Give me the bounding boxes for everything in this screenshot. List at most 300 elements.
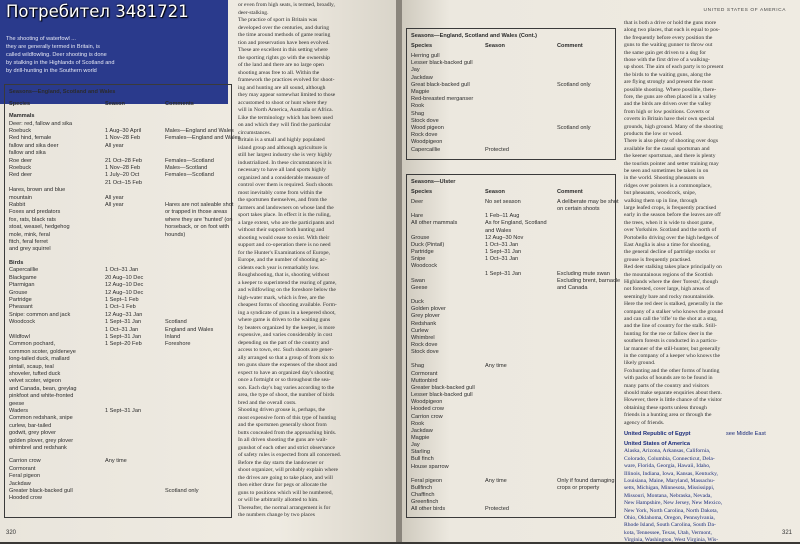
- body-line: in the world. Shooting pheasants on: [624, 175, 705, 182]
- table-cell: All other mammals: [411, 220, 458, 227]
- body-line: of the land and there are no large open: [238, 62, 324, 68]
- table-cell: Any time: [485, 363, 507, 370]
- table-title: Seasons—England, Scotland and Wales: [9, 89, 116, 95]
- table-cell: Only if found damaging: [557, 477, 615, 484]
- table-cell: Snipe: [411, 256, 426, 263]
- table-cell: Jackdaw: [411, 427, 433, 434]
- body-line: over Yorkshire. Scotland and the north of: [624, 227, 717, 234]
- body-line: without their support both hunting and: [238, 227, 325, 233]
- table-cell: Foxes and predators: [9, 209, 61, 216]
- table-cell: 21 Oct–28 Feb: [105, 157, 143, 164]
- body-line: the mountainous regions of the Scottish: [624, 271, 713, 278]
- body-line: not forested, cover large, high areas of: [624, 286, 710, 293]
- table-cell: Waders: [9, 408, 29, 414]
- table-cell: 12 Aug–30 Nov: [485, 234, 524, 241]
- table-cell: hounds): [165, 231, 186, 238]
- table-cell: Females—Scotland: [165, 157, 214, 164]
- body-line: the sportsmen themselves, and from the: [238, 197, 327, 203]
- table-cell: All year: [105, 194, 124, 201]
- table-cell: Whimbrel: [411, 334, 435, 341]
- table-cell: Inland: [165, 334, 181, 340]
- body-line: or will be arbitrarily allotted to him.: [238, 497, 319, 503]
- body-line: cheapest forms of shooting available. Form-: [238, 302, 337, 308]
- table-cell: Cormorant: [9, 465, 36, 472]
- body-line: Ohio, Oklahoma, Oregon, Pennsylvania,: [624, 515, 715, 521]
- table-cell: on certain shoots: [557, 206, 600, 213]
- table-cell: 1 Sept–20 Feb: [105, 341, 142, 348]
- body-line: Rhode Island, South Carolina, South Da-: [624, 522, 716, 529]
- body-line: organized and a considerable measure of: [238, 174, 330, 181]
- body-line: island group and although agriculture is: [238, 144, 328, 151]
- body-line: where game is driven to the waiting guns: [238, 317, 331, 323]
- table-cell: Deer: [411, 199, 424, 205]
- table-cell: Scotland only: [557, 125, 591, 131]
- body-line: a keeper to superintend the rearing of game,: [238, 279, 337, 286]
- body-line: coverts in Britain have their own special: [624, 116, 715, 123]
- ulster-seasons-table: [406, 174, 621, 518]
- table-header: Comment: [557, 189, 583, 195]
- table-cell: mole, mink, feral: [9, 231, 51, 238]
- table-cell: fallow and sika: [9, 150, 46, 157]
- table-cell: Excluding brent, barnacle: [557, 277, 621, 284]
- body-line: should make separate enquiries about them.: [624, 390, 722, 396]
- body-line: for the Hunter's Examinations of Europe,: [238, 249, 331, 256]
- england-seasons-cont-table: [406, 28, 616, 160]
- table-cell: velvet scoter, wigeon: [9, 378, 61, 385]
- table-cell: Hare: [411, 213, 424, 220]
- table-cell: Magpie: [411, 89, 430, 95]
- body-line: Alaska, Arizona, Arkansas, California,: [624, 448, 711, 455]
- table-cell: Greenfinch: [411, 499, 439, 506]
- table-cell: 21 Oct–15 Feb: [105, 179, 143, 186]
- table-cell: Woodpigeon: [411, 139, 443, 146]
- body-line: Europe, and the number of shooting ac-: [238, 257, 327, 263]
- table-cell: 1 Oct–1 Feb: [105, 304, 136, 311]
- body-line: the trees, when it is wide to shoot game,: [624, 219, 714, 226]
- body-line: shooting would cease to exist. With their: [238, 234, 330, 241]
- table-cell: 1 Sept–31 Jan: [105, 319, 142, 326]
- table-cell: Deer: red, fallow and sika: [9, 120, 73, 127]
- table-cell: Greater black-backed gull: [411, 384, 475, 391]
- body-line: New York, North Carolina, North Dakota,: [624, 507, 718, 514]
- table-cell: Partridge: [9, 297, 32, 303]
- table-cell: Roe deer: [9, 157, 33, 164]
- table-cell: 1 Sept–31 Jan: [485, 249, 522, 256]
- table-cell: Any time: [105, 458, 127, 465]
- body-line: the keener sportsman, and there is plenty: [624, 153, 716, 160]
- body-line: lar manner of the still-hunter, but generally: [624, 345, 721, 352]
- body-line: kota, Tennessee, Texas, Utah, Vermont,: [624, 529, 712, 536]
- table-group-label: Birds: [9, 259, 24, 266]
- body-line: along two places, that each is equal to pos-: [624, 27, 720, 34]
- table-cell: Scotland only: [557, 81, 591, 88]
- table-header: Season: [485, 189, 505, 195]
- body-line: In all driven shooting the guns are wait-: [238, 437, 328, 443]
- body-line: are flying strongly and present the most: [624, 79, 713, 86]
- table-cell: Swan: [411, 277, 425, 284]
- body-line: Colorado, Columbia, Connecticut, Dela-: [624, 455, 715, 462]
- table-title: Seasons—Ulster: [411, 179, 456, 185]
- table-cell: As for England, Scotland: [485, 220, 547, 227]
- body-line: Missouri, Montana, Nebraska, Nevada,: [624, 492, 712, 499]
- table-cell: mountain: [9, 194, 33, 201]
- body-line: southern forests is conducted in a particu-: [624, 338, 718, 345]
- body-line: Illinois, Indiana, Iowa, Kansas, Kentucky,: [624, 470, 718, 477]
- table-cell: Capercaillie: [411, 146, 441, 153]
- body-line: ing and hunting are all sound, although: [238, 84, 326, 91]
- table-cell: Redshank: [411, 320, 437, 327]
- table-cell: Duck (Pintail): [411, 241, 445, 248]
- table-cell: Rock dove: [411, 132, 438, 139]
- body-line: ing a syndicate of guns in a keepered shoot,: [238, 309, 336, 316]
- table-cell: Curlew: [411, 327, 429, 334]
- body-line: setts, Michigan, Minnesota, Mississippi,: [624, 485, 715, 492]
- body-line: up shoot. The aim of each party is to present: [624, 64, 724, 71]
- table-cell: Lesser black-backed gull: [411, 392, 473, 399]
- table-cell: Bullfinch: [411, 485, 433, 491]
- body-line: will in North America, Australia or Africa.: [238, 107, 334, 113]
- body-line: Virginia, Washington, West Virginia, Wis-: [624, 537, 719, 544]
- table-header: Species: [9, 101, 31, 107]
- right-page: [402, 0, 800, 542]
- table-cell: 1 Sept–31 Jan: [105, 408, 142, 414]
- body-line: on and which they will find the particular: [238, 122, 331, 128]
- table-cell: 12 Aug–31 Jan: [105, 311, 143, 318]
- body-line: most inevitably come from within the: [238, 189, 323, 196]
- table-cell: Greater black-backed gull: [9, 488, 73, 494]
- table-cell: Woodpigeon: [411, 399, 443, 406]
- table-cell: Duck: [411, 299, 424, 306]
- table-cell: Foreshore: [165, 341, 191, 348]
- table-cell: Snipe: common and jack: [9, 311, 71, 318]
- table-cell: Wildfowl: [9, 334, 30, 340]
- table-cell: Starling: [411, 449, 430, 456]
- body-line: that is both a drive or hold the guns more: [624, 20, 717, 26]
- table-cell: Jay: [411, 67, 420, 74]
- table-cell: Capercaillie: [9, 267, 39, 274]
- table-cell: 1 Oct–31 Jan: [485, 241, 519, 248]
- body-line: products the low or wood.: [624, 131, 683, 137]
- table-cell: House sparrow: [411, 463, 449, 470]
- table-cell: Rook: [411, 420, 425, 427]
- body-line: the drives are going to take place, and will: [238, 474, 333, 481]
- table-cell: Pheasant: [9, 304, 33, 311]
- body-line: Highlands where the deer 'forests', though: [624, 279, 718, 285]
- body-line: shoot organizer, will probably explain where: [238, 467, 339, 473]
- table-cell: Scotland only: [165, 488, 199, 494]
- table-cell: 1 Oct–31 Jan: [105, 326, 139, 333]
- body-line: Britain is a small and highly populated: [238, 137, 325, 143]
- body-line: and the birds are driven over the valley: [624, 101, 712, 108]
- table-cell: Partridge: [411, 249, 434, 256]
- intro-line: by drill-hunting in the Southern world: [6, 68, 97, 74]
- table-cell: Red hind, female: [9, 135, 52, 142]
- table-cell: Protected: [485, 506, 509, 513]
- table-cell: Scotland: [165, 319, 187, 326]
- table-cell: Ptarmigan: [9, 282, 35, 289]
- section-heading: United Republic of Egypt: [624, 431, 691, 437]
- body-line: cidents each year is remarkably low.: [238, 264, 320, 271]
- body-line: available for the casual sportsman and: [624, 145, 710, 152]
- table-cell: 1 Feb–11 Aug: [485, 213, 520, 220]
- intro-line: by stalking in the Highlands of Scotland and: [6, 60, 115, 66]
- table-cell: horseback, or on foot with: [165, 224, 230, 231]
- body-line: access to town, etc. Such shoots are gener-: [238, 347, 334, 353]
- table-cell: Grouse: [411, 234, 430, 241]
- table-cell: shoveler, tufted duck: [9, 371, 61, 377]
- body-line: farmers and landowners on whose land the: [238, 204, 334, 211]
- body-line: support and co-operation there is no need: [238, 242, 331, 248]
- table-cell: Grey plover: [411, 313, 440, 320]
- body-line: and wildfowling on the foreshore below the: [238, 287, 336, 293]
- intro-line: The shooting of waterfowl ...: [6, 36, 76, 42]
- body-line: circumstances.: [238, 129, 272, 136]
- table-cell: Cormorant: [411, 370, 438, 377]
- table-header: Species: [411, 43, 433, 49]
- body-line: Here the red deer is stalked, generally in the: [624, 301, 723, 308]
- body-line: friends in a hunting area or through the: [624, 412, 712, 419]
- table-cell: Jay: [411, 442, 420, 449]
- body-line: ally arranged so that a group of from six to: [238, 354, 334, 361]
- table-cell: 1 Oct–31 Jan: [105, 267, 139, 274]
- body-line: be seen and sometimes be taken in on: [624, 168, 709, 174]
- body-line: and can call the 'rifle' to the shot at a stag,: [624, 316, 718, 322]
- section-text: see Middle East: [726, 431, 766, 437]
- body-line: obtaining these sports unless through: [624, 404, 707, 411]
- table-cell: Females—Scotland: [165, 172, 214, 179]
- body-line: then either draw for pegs or allocate the: [238, 482, 327, 488]
- table-cell: curlew, bar-tailed: [9, 422, 52, 429]
- table-group-label: Mammals: [9, 113, 35, 119]
- table-header: Species: [411, 189, 433, 195]
- body-line: the birds to the waiting guns, along the: [624, 71, 712, 78]
- body-line: East Anglia is also a time for shooting,: [624, 242, 711, 248]
- body-line: However, there is little chance of the visitor: [624, 397, 722, 404]
- table-cell: Any time: [485, 477, 507, 484]
- table-cell: All other birds: [411, 506, 446, 513]
- table-cell: Jackdaw: [9, 480, 31, 487]
- table-cell: Common redshank, snipe: [9, 415, 73, 422]
- table-cell: Bull finch: [411, 456, 434, 463]
- left-page: [0, 0, 398, 542]
- body-line: and the sportsmen generally shoot from: [238, 422, 327, 428]
- body-line: Before the day starts the landowner or: [238, 459, 324, 466]
- table-cell: England and Wales: [165, 326, 214, 333]
- table-cell: golden plover, grey plover: [9, 437, 74, 444]
- table-cell: 1 July–20 Oct: [105, 172, 140, 179]
- body-line: or even from high seats, is termed, broadly,: [238, 2, 335, 8]
- body-line: and the line of country for the stalk. Still-: [624, 323, 717, 330]
- body-line: the numbers change by two places: [238, 512, 315, 518]
- watermark-text: Потребител 3481721: [6, 2, 189, 21]
- table-cell: or trapped in those areas: [165, 209, 228, 216]
- body-line: once a fortnight or so throughout the sea-: [238, 377, 331, 383]
- body-line: grounds, high ground. Many of the shooting: [624, 123, 723, 130]
- table-cell: common scoter, goldeneye: [9, 348, 76, 355]
- body-line: shooting areas free to all. Within the: [238, 69, 320, 76]
- table-cell: fallow and sika deer: [9, 142, 59, 149]
- body-line: There is also plenty of shooting over dogs: [624, 138, 718, 145]
- body-line: they may appear somewhat limited to those: [238, 92, 336, 98]
- table-cell: Shag: [411, 110, 425, 117]
- body-line: New Hampshire, New Jersey, New Mexico,: [624, 500, 723, 507]
- body-line: from high or low positions. Coverts or: [624, 108, 710, 115]
- table-cell: Common pochard,: [9, 341, 56, 348]
- body-line: control over them is required. Such shoots: [238, 182, 333, 188]
- body-line: gunshot of each other and strict observance: [238, 444, 335, 451]
- body-line: the general decline of partridge stocks or: [624, 249, 716, 256]
- body-line: Like the terminology which has been used: [238, 114, 333, 121]
- body-line: The practice of sport in Britain was: [238, 17, 318, 23]
- table-cell: Woodcock: [9, 319, 36, 326]
- table-cell: 1 Nov–28 Feb: [105, 165, 141, 171]
- table-cell: and Canada, bean, greylag: [9, 385, 77, 392]
- table-cell: Roebuck: [9, 165, 32, 171]
- table-header: Season: [485, 43, 505, 49]
- table-cell: 1 Sept–31 Jan: [105, 334, 142, 340]
- table-cell: Feral pigeon: [9, 473, 41, 480]
- table-cell: and Canada: [557, 284, 588, 291]
- body-line: depending on the part of the country and: [238, 339, 329, 346]
- body-line: fore, the guns are often placed in a valley: [624, 94, 717, 100]
- table-cell: Blackgame: [9, 274, 37, 281]
- body-line: the time around methods of game rearing: [238, 32, 331, 38]
- table-cell: 1 Sept–1 Feb: [105, 297, 139, 303]
- table-cell: Roebuck: [9, 128, 32, 134]
- table-title: Seasons—England, Scotland and Wales (Cont.): [411, 33, 537, 39]
- intro-line: they are generally termed in Britain, is: [6, 44, 100, 50]
- body-line: many parts of the country and visitors: [624, 382, 709, 389]
- table-cell: Woodcock: [411, 263, 438, 270]
- table-cell: Hooded crow: [9, 495, 42, 502]
- body-line: still her largest industry she is very highly: [238, 152, 332, 158]
- body-line: likely ground.: [624, 360, 656, 367]
- table-cell: stoat, weasel, hedgehog: [9, 224, 70, 231]
- body-line: large leafed crops, is frequently practised: [624, 205, 717, 211]
- table-cell: A deliberate may be shot: [557, 199, 619, 205]
- body-line: hunting for the roe or fallow deer in the: [624, 330, 713, 337]
- table-cell: fox, rats, black rats: [9, 216, 56, 223]
- body-line: area, the type of shoot, the number of birds: [238, 392, 335, 398]
- body-line: possible shooting. Where possible, there-: [624, 86, 717, 93]
- body-line: sport takes place. In effect it is the ruling,: [238, 212, 331, 218]
- body-line: bred and the overall costs.: [238, 399, 297, 406]
- table-cell: pintail, scaup, teal: [9, 363, 54, 370]
- body-line: deer-stalking.: [238, 9, 269, 16]
- table-cell: Shag: [411, 363, 425, 370]
- table-cell: Feral pigeon: [411, 477, 443, 484]
- body-line: developed over the centuries, and during: [238, 24, 330, 31]
- table-cell: Hares are not saleable shot: [165, 202, 234, 208]
- table-cell: Golden plover: [411, 306, 446, 313]
- body-line: tion and preservation have been evolved.: [238, 39, 330, 46]
- body-line: industrialized. In these circumstances it is: [238, 159, 332, 166]
- body-line: framework the practices evolved for shoot-: [238, 77, 335, 83]
- england-seasons-table: [4, 84, 241, 518]
- table-cell: long-tailed duck, mallard: [9, 356, 70, 363]
- table-cell: pinkfoot and white-fronted: [9, 393, 74, 400]
- table-cell: No set season: [485, 199, 521, 205]
- body-line: necessary to have all land sports highly: [238, 167, 326, 173]
- table-cell: Magpie: [411, 434, 430, 441]
- table-cell: Females—England and Wales: [165, 135, 241, 142]
- table-cell: 1 Oct–31 Jan: [485, 256, 519, 263]
- body-line: guns to the waiting gunner to throw out: [624, 42, 713, 49]
- body-line: ten guns share the expenses of the shoot and: [238, 362, 338, 368]
- body-line: in the company of a keeper who knows the: [624, 353, 720, 359]
- table-cell: Protected: [485, 146, 509, 153]
- table-header: Season: [105, 101, 125, 107]
- body-line: Roughshooting, that is, shooting without: [238, 272, 330, 278]
- body-line: These are excellent in this setting where: [238, 47, 328, 53]
- table-cell: All year: [105, 142, 124, 149]
- table-cell: Muttonbird: [411, 377, 438, 384]
- table-cell: 1 Sept–31 Jan: [485, 270, 522, 277]
- table-cell: 1 Nov–28 Feb: [105, 135, 141, 142]
- table-cell: Chaffinch: [411, 492, 435, 499]
- table-cell: Hares, brown and blue: [9, 187, 66, 194]
- table-cell: Jackdaw: [411, 74, 433, 81]
- body-line: butts concealed from the approaching birds.: [238, 429, 337, 436]
- body-line: expensive, and varies considerably in cost: [238, 332, 333, 338]
- body-line: seemingly bare and rocky mountainside.: [624, 293, 715, 300]
- body-line: company of a stalker who knows the ground: [624, 308, 724, 315]
- body-line: agency of friends.: [624, 419, 665, 426]
- body-line: most expensive form of this type of hunting: [238, 414, 337, 421]
- table-cell: 20 Aug–10 Dec: [105, 274, 144, 281]
- running-head: UNITED STATES OF AMERICA: [703, 8, 786, 13]
- table-cell: Lesser black-backed gull: [411, 60, 473, 67]
- left-body-column: [236, 2, 396, 522]
- table-cell: crops or property: [557, 485, 600, 491]
- body-line: ware, Florida, Georgia, Hawaii, Idaho,: [624, 463, 711, 470]
- table-cell: 12 Aug–10 Dec: [105, 282, 144, 289]
- table-cell: and Wales: [485, 227, 512, 234]
- table-cell: Carrion crow: [9, 458, 41, 465]
- table-cell: Geese: [411, 284, 428, 291]
- table-cell: Great black-backed gull: [411, 81, 470, 88]
- table-cell: Rabbit: [9, 202, 26, 208]
- intro-line: called wildfowling. Deer shooting is done: [6, 52, 107, 58]
- body-line: the same gain get driven to a dog for: [624, 49, 707, 56]
- table-cell: 12 Aug–10 Dec: [105, 289, 144, 296]
- table-cell: Stock dove: [411, 349, 439, 356]
- body-line: accustomed to shoot or hunt where they: [238, 99, 328, 106]
- body-line: grouse is frequently practised.: [624, 256, 692, 263]
- body-line: a large extent, who are the participants and: [238, 219, 334, 226]
- table-cell: Grouse: [9, 289, 28, 296]
- body-line: the frequently before every position the: [624, 34, 713, 41]
- table-cell: geese: [9, 400, 25, 407]
- table-cell: Males—Scotland: [165, 165, 208, 171]
- table-cell: 1 Aug–30 April: [105, 128, 142, 134]
- table-cell: Rook: [411, 103, 425, 110]
- body-line: by beaters organized by the keeper, is more: [238, 324, 335, 331]
- body-line: Thereafter, the normal arrangement is for: [238, 504, 331, 511]
- table-cell: Rock dove: [411, 342, 438, 348]
- table-cell: All year: [105, 202, 124, 208]
- table-cell: Carrion crow: [411, 413, 443, 420]
- body-line: Shooting driven grouse is, perhaps, the: [238, 407, 326, 413]
- body-line: of safety rules is expected from all concerned.: [238, 452, 342, 458]
- table-cell: Males—England and Wales: [165, 128, 234, 134]
- body-line: high-water mark, which is free, are the: [238, 294, 325, 301]
- table-cell: and grey squirrel: [9, 246, 51, 253]
- table-cell: where they are 'hunted' (on: [165, 216, 233, 223]
- body-line: Red deer stalking takes place principally on: [624, 264, 722, 271]
- table-cell: fitch, feral ferret: [9, 239, 48, 245]
- body-line: the tourists pointer and setter training may: [624, 160, 719, 167]
